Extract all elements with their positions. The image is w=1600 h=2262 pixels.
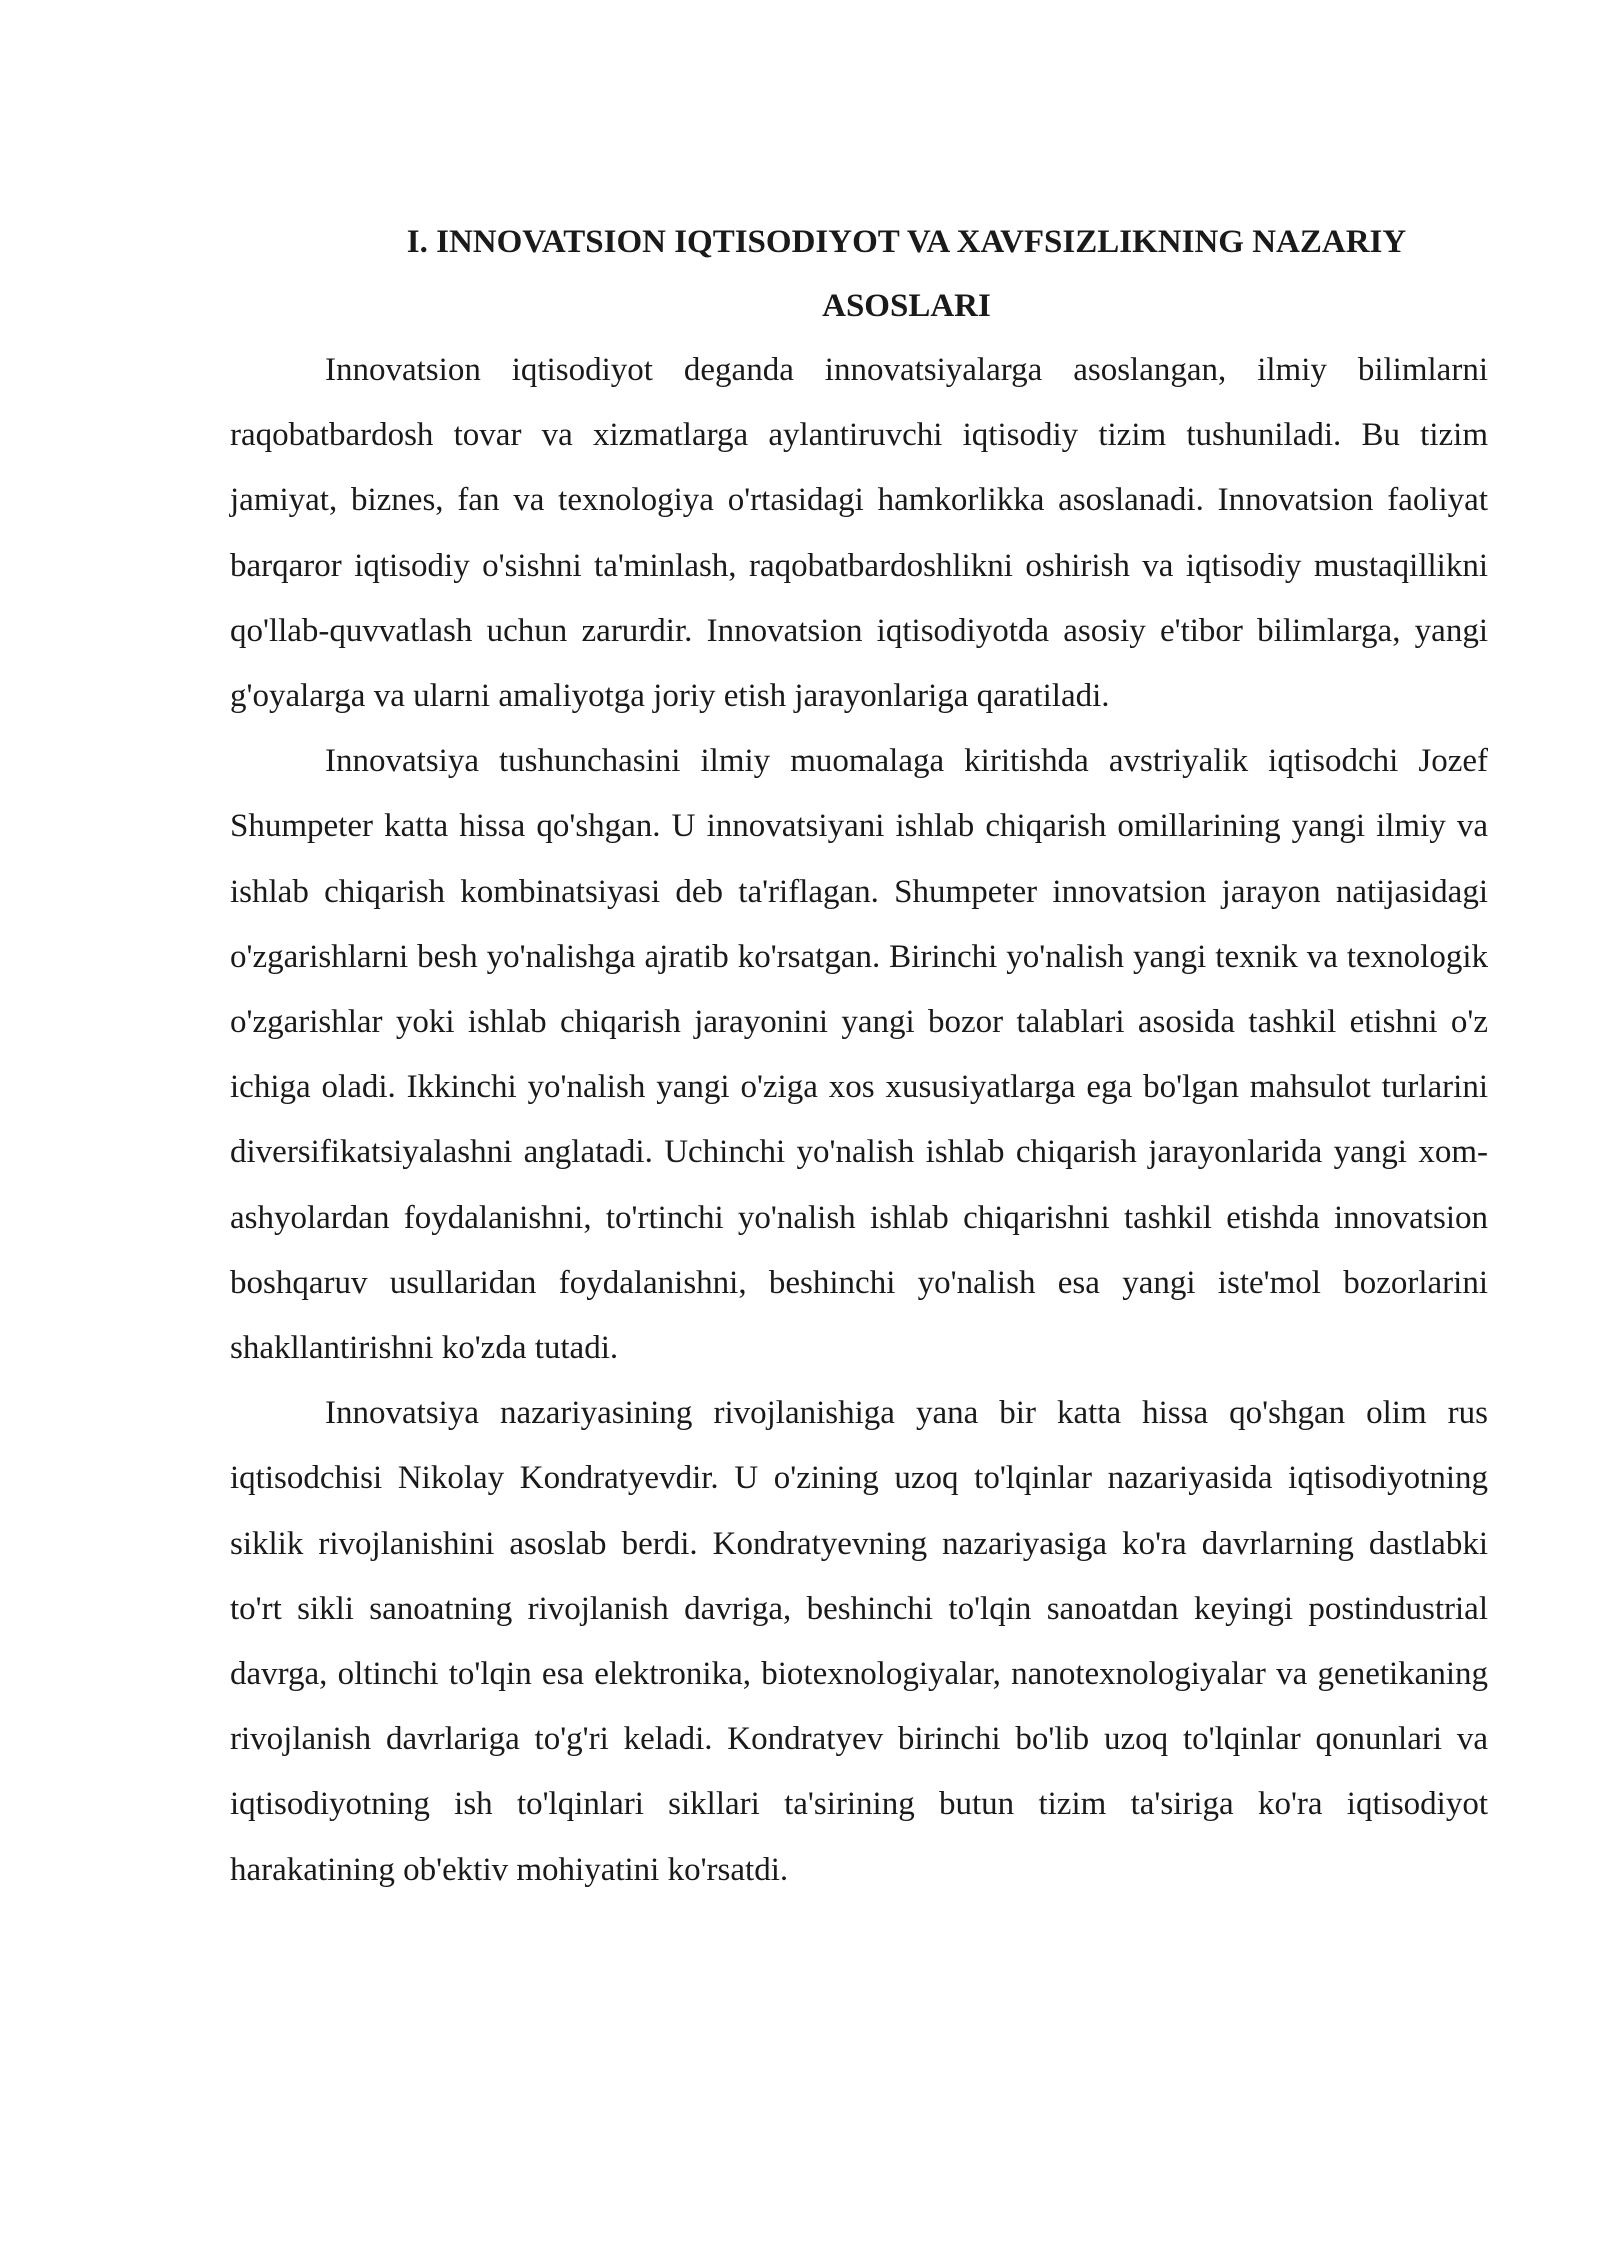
paragraph-kondratyev: Innovatsiya nazariyasining rivojlanishiga yana bir katta hissa qo'shgan olim rus iqtisodchisi Nikolay Kondratyevdir. U o'zining uzoq to'lqinlar nazariyasida iqtisodiyotning siklik rivojlanishini asoslab berdi. Kondratyevning nazariyasiga ko'ra davrlarning dastlabki to'rt sikli sanoatning rivojlanish davriga, beshinchi to'lqin sanoatdan keyingi postindustrial davrga, oltinchi to'lqin esa elektronika, biotexnologiyalar, nanotexnologiyalar va genetikaning rivojlanish davrlariga to'g'ri keladi. Kondratyev birinchi bo'lib uzoq to'lqinlar qonunlari va iqtisodiyotning ish to'lqinlari sikllari ta'sirining butun tizim ta'siriga ko'ra iqtisodiyot harakatining ob'ektiv mohiyatini ko'rsatdi. (230, 1395, 1488, 1888)
paragraph-innovative-economy: Innovatsion iqtisodiyot deganda innovatsiyalarga asoslangan, ilmiy bilimlarni raqobatbardosh tovar va xizmatlarga aylantiruvchi iqtisodiy tizim tushuniladi. Bu tizim jamiyat, biznes, fan va texnologiya o'rtasidagi hamkorlikka asoslanadi. Innovatsion faoliyat barqaror iqtisodiy o'sishni ta'minlash, raqobatbardoshlikni oshirish va iqtisodiy mustaqillikni qo'llab-quvvatlash uchun zarurdir. Innovatsion iqtisodiyotda asosiy e'tibor bilimlarga, yangi g'oyalarga va ularni amaliyotga joriy etish jarayonlariga qaratiladi. (230, 352, 1488, 715)
paragraph-schumpeter: Innovatsiya tushunchasini ilmiy muomalaga kiritishda avstriyalik iqtisodchi Jozef Shumpeter katta hissa qo'shgan. U innovatsiyani ishlab chiqarish omillarining yangi ilmiy va ishlab chiqarish kombinatsiyasi deb ta'riflagan. Shumpeter innovatsion jarayon natijasidagi o'zgarishlarni besh yo'nalishga ajratib ko'rsatgan. Birinchi yo'nalish yangi texnik va texnologik o'zgarishlar yoki ishlab chiqarish jarayonini yangi bozor talablari asosida tashkil etishni o'z ichiga oladi. Ikkinchi yo'nalish yangi o'ziga xos xususiyatlarga ega bo'lgan mahsulot turlarini diversifikatsiyalashni anglatadi. Uchinchi yo'nalish ishlab chiqarish jarayonlarida yangi xom-ashyolardan foydalanishni, to'rtinchi yo'nalish ishlab chiqarishni tashkil etishda innovatsion boshqaruv usullaridan foydalanishni, beshinchi yo'nalish esa yangi iste'mol bozorlarini shakllantirishni ko'zda tutadi. (230, 743, 1488, 1367)
document-page (230, 210, 1488, 1903)
section-title: I. INNOVATSION IQTISODIYOT VA XAVFSIZLIKNING NAZARIY ASOSLARI (406, 224, 1407, 324)
